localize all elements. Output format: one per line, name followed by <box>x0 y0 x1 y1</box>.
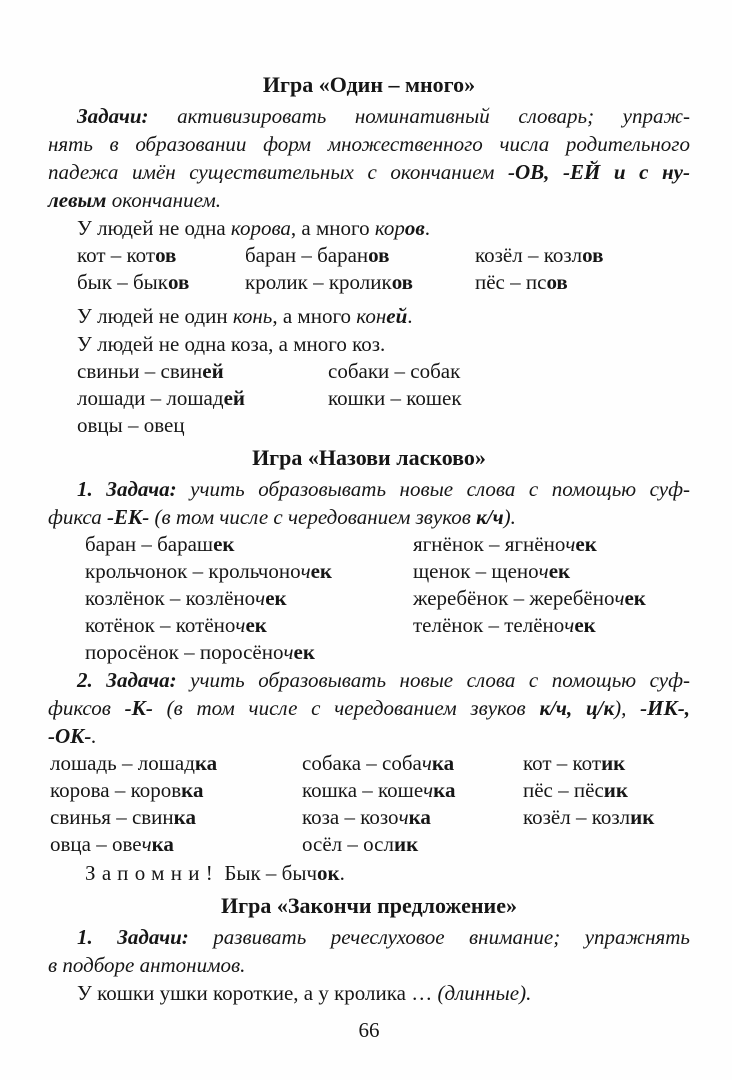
word-pair: телёнок – телёночек <box>413 613 596 637</box>
task-line: 1. Задачи: развивать речеслуховое внимание; упражнять <box>77 925 690 949</box>
word-pair: корова – коровка <box>50 778 204 802</box>
word-pair: поросёнок – поросёночек <box>85 640 315 664</box>
section1-word-sublist <box>48 358 690 439</box>
word-row <box>48 269 690 296</box>
word-pair: пёс – псов <box>475 270 568 294</box>
task-line: -ОК-. <box>48 724 97 748</box>
example-sentence: У людей не одна коза, а много коз. <box>77 332 386 356</box>
example-sentence: У людей не одна корова, а много коров. <box>77 216 431 240</box>
word-row <box>48 412 690 439</box>
section1-word-list <box>48 242 690 296</box>
task-line: 2. Задача: учить образовывать новые слова с помощью суф- <box>77 668 691 692</box>
word-row <box>48 242 690 269</box>
word-pair: коза – козочка <box>302 805 431 829</box>
word-pair: жеребёнок – жеребёночек <box>413 586 646 610</box>
section3-word-list <box>48 750 690 858</box>
section1-title: Игра «Один – много» <box>262 72 476 97</box>
task-line: фикса -ЕК- (в том числе с чередованием звуков к/ч). <box>48 505 516 529</box>
word-pair: кролик – кроликов <box>245 270 414 294</box>
word-pair: козлёнок – козлёночек <box>85 586 287 610</box>
word-row <box>48 358 690 385</box>
word-pair: лошади – лошадей <box>77 386 245 410</box>
word-pair: котёнок – котёночек <box>85 613 267 637</box>
word-pair: пёс – пёсик <box>523 778 628 802</box>
word-pair: собаки – собак <box>328 359 461 383</box>
word-row <box>48 531 690 558</box>
word-pair: баран – барашек <box>85 532 235 556</box>
word-row <box>48 750 690 777</box>
word-pair: свинья – свинка <box>50 805 196 829</box>
word-pair: кот – котов <box>77 243 177 267</box>
word-pair: ягнёнок – ягнёночек <box>413 532 597 556</box>
page-number: 66 <box>358 1018 380 1042</box>
section4-task-paragraph <box>48 923 690 979</box>
word-pair: осёл – ослик <box>302 832 419 856</box>
word-row <box>48 385 690 412</box>
word-pair: собака – собачка <box>302 751 455 775</box>
word-pair: крольчонок – крольчоночек <box>85 559 333 583</box>
word-pair: бык – быков <box>77 270 190 294</box>
task-line: 1. Задача: учить образовывать новые слова с помощью суф- <box>77 477 691 501</box>
example-sentence: У кошки ушки короткие, а у кролика … (длинные). <box>77 981 532 1005</box>
remember-note: Запомни! Бык – бычок. <box>85 861 345 885</box>
task-line: нять в образовании форм множественного числа родительного <box>48 132 690 156</box>
word-pair: овцы – овец <box>77 413 185 437</box>
section2-task-paragraph <box>48 475 690 531</box>
section2-word-list <box>48 531 690 666</box>
word-row <box>48 639 690 666</box>
word-row <box>48 612 690 639</box>
word-row <box>48 804 690 831</box>
example-sentence: У людей не один конь, а много коней. <box>77 304 413 328</box>
word-pair: козёл – козлик <box>523 805 655 829</box>
task-line: левым окончанием. <box>48 188 222 212</box>
section3-task-paragraph <box>48 666 690 750</box>
word-row <box>48 585 690 612</box>
task-line: Задачи: активизировать номинативный словарь; упраж- <box>77 104 690 128</box>
section2-title: Игра «Назови ласково» <box>252 445 486 470</box>
task-line: фиксов -К- (в том числе с чередованием звуков к/ч, ц/к), -ИК-, <box>48 696 690 720</box>
section4-title: Игра «Закончи предложение» <box>221 893 517 918</box>
word-row <box>48 831 690 858</box>
task-line: в подборе антонимов. <box>48 953 246 977</box>
section1-task-paragraph <box>48 102 690 214</box>
word-pair: лошадь – лошадка <box>50 751 218 775</box>
word-pair: щенок – щеночек <box>413 559 571 583</box>
word-row <box>48 777 690 804</box>
word-pair: овца – овечка <box>50 832 174 856</box>
word-pair: козёл – козлов <box>475 243 604 267</box>
word-pair: свиньи – свиней <box>77 359 224 383</box>
word-pair: кот – котик <box>523 751 626 775</box>
task-line: падежа имён существительных с окончанием -ОВ, -ЕЙ и с ну- <box>48 160 690 184</box>
word-pair: кошка – кошечка <box>302 778 456 802</box>
word-pair: кошки – кошек <box>328 386 462 410</box>
word-row <box>48 558 690 585</box>
word-pair: баран – баранов <box>245 243 390 267</box>
